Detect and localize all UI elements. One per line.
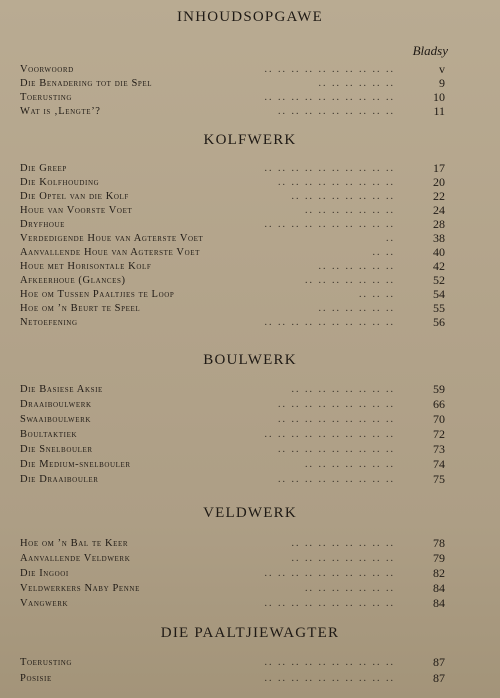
toc-entry-label: Die Snelbouler <box>20 444 93 455</box>
section-title-veldwerk: VELDWERK <box>203 505 297 521</box>
dot-leader: .. .. .. .. .. .. .. .. .. .. <box>264 568 395 579</box>
toc-entry <box>20 551 445 566</box>
toc-entry <box>20 382 445 397</box>
toc-entry-page: 40 <box>433 245 445 259</box>
toc-entry-label: Boultaktiek <box>20 429 78 440</box>
dot-leader: .. .. .. .. .. .. .. .. .. <box>278 474 395 485</box>
toc-entry-page: v <box>439 62 445 76</box>
toc-entry <box>20 596 445 611</box>
toc-entry <box>20 472 445 487</box>
toc-entry <box>20 273 445 288</box>
toc-entry-label: Hoe om Tussen Paaltjies te Loop <box>20 289 175 300</box>
dot-leader: .. .. .. .. .. .. .. .. .. .. <box>264 219 395 230</box>
toc-entry-label: Die Ingooi <box>20 568 69 579</box>
toc-entry-label: Voorwoord <box>20 64 74 75</box>
toc-entry-label: Vangwerk <box>20 598 69 609</box>
dot-leader: .. .. .. .. .. .. .. .. .. <box>278 414 395 425</box>
section-title-boulwerk: BOULWERK <box>203 352 297 368</box>
toc-entry-label: Wat is ‚Lengte’? <box>20 106 101 117</box>
toc-entry-label: Draaiboulwerk <box>20 399 92 410</box>
toc-entry-page: 38 <box>433 231 445 245</box>
toc-entry-page: 11 <box>433 104 445 118</box>
toc-entry <box>20 457 445 472</box>
dot-leader: .. .. .. .. .. .. <box>318 261 395 272</box>
toc-entry-label: Toerusting <box>20 92 73 103</box>
dot-leader: .. .. .. .. .. .. <box>318 303 395 314</box>
toc-entry-page: 82 <box>433 566 445 580</box>
dot-leader: .. .. <box>372 247 395 258</box>
toc-entry <box>20 62 445 77</box>
toc-entry-page: 79 <box>433 551 445 565</box>
dot-leader: .. .. .. .. .. .. .. <box>305 205 395 216</box>
toc-entry-label: Afkeerhoue (Glances) <box>20 275 126 286</box>
dot-leader: .. .. .. .. .. .. .. .. .. .. <box>264 673 395 684</box>
toc-entry-label: Netoefening <box>20 317 78 328</box>
dot-leader: .. .. .. .. .. .. .. .. .. .. <box>264 92 395 103</box>
toc-entry-label: Aanvallende Veldwerk <box>20 553 131 564</box>
toc-entry-page: 20 <box>433 175 445 189</box>
toc-entry-label: Houe van Voorste Voet <box>20 205 133 216</box>
dot-leader: .. .. .. .. .. .. .. <box>305 459 395 470</box>
toc-entry-page: 9 <box>439 76 445 90</box>
toc-entry-label: Aanvallende Houe van Agterste Voet <box>20 247 200 258</box>
dot-leader: .. .. .. .. .. .. .. .. .. <box>278 106 395 117</box>
toc-entry <box>20 581 445 596</box>
toc-entry-page: 87 <box>433 671 445 685</box>
toc-entry-label: Verdedigende Houe van Agterste Voet <box>20 233 204 244</box>
dot-leader: .. .. .. .. .. .. .. .. <box>291 191 395 202</box>
page-column-header: Bladsy <box>412 43 448 58</box>
toc-entry <box>20 161 445 176</box>
toc-entry-page: 52 <box>433 273 445 287</box>
toc-entry-page: 54 <box>433 287 445 301</box>
toc-entry <box>20 231 445 246</box>
toc-entry-label: Houe met Horisontale Kolf <box>20 261 152 272</box>
dot-leader: .. .. .. .. .. .. .. .. .. .. <box>264 429 395 440</box>
toc-entry <box>20 536 445 551</box>
toc-entry-label: Swaaiboulwerk <box>20 414 92 425</box>
toc-entry <box>20 301 445 316</box>
toc-entry-label: Toerusting <box>20 657 73 668</box>
dot-leader: .. .. .. .. .. .. .. .. .. <box>278 399 395 410</box>
toc-entry <box>20 90 445 105</box>
toc-entry-page: 84 <box>433 581 445 595</box>
toc-entry <box>20 217 445 232</box>
dot-leader: .. .. .. .. .. .. <box>318 78 395 89</box>
dot-leader: .. .. .. .. .. .. .. .. <box>291 538 395 549</box>
toc-entry <box>20 203 445 218</box>
dot-leader: .. .. .. .. .. .. .. .. .. .. <box>264 317 395 328</box>
toc-entry <box>20 427 445 442</box>
toc-entry-label: Posisie <box>20 673 52 684</box>
toc-entry-label: Veldwerkers Naby Penne <box>20 583 140 594</box>
toc-entry-page: 10 <box>433 90 445 104</box>
toc-entry-page: 74 <box>433 457 445 471</box>
toc-entry-label: Die Draaibouler <box>20 474 99 485</box>
dot-leader: .. <box>386 233 395 244</box>
toc-entry-label: Die Medium-snelbouler <box>20 459 131 470</box>
toc-entry-page: 72 <box>433 427 445 441</box>
dot-leader: .. .. .. <box>359 289 395 300</box>
toc-entry <box>20 566 445 581</box>
dot-leader: .. .. .. .. .. .. .. .. .. .. <box>264 163 395 174</box>
toc-entry-page: 75 <box>433 472 445 486</box>
toc-entry-page: 87 <box>433 655 445 669</box>
toc-entry-label: Dryfhoue <box>20 219 66 230</box>
dot-leader: .. .. .. .. .. .. .. .. .. <box>278 177 395 188</box>
toc-entry-page: 84 <box>433 596 445 610</box>
toc-entry-page: 42 <box>433 259 445 273</box>
toc-entry-page: 55 <box>433 301 445 315</box>
toc-entry <box>20 189 445 204</box>
toc-entry-label: Die Greep <box>20 163 67 174</box>
toc-entry-page: 24 <box>433 203 445 217</box>
toc-entry-page: 73 <box>433 442 445 456</box>
toc-entry-page: 59 <box>433 382 445 396</box>
toc-entry-label: Hoe om ’n Bal te Keer <box>20 538 129 549</box>
section-title-kolfwerk: KOLFWERK <box>203 132 297 148</box>
toc-entry <box>20 412 445 427</box>
dot-leader: .. .. .. .. .. .. .. <box>305 583 395 594</box>
toc-entry <box>20 76 445 91</box>
toc-entry-page: 22 <box>433 189 445 203</box>
toc-entry-page: 66 <box>433 397 445 411</box>
dot-leader: .. .. .. .. .. .. .. .. .. .. <box>264 64 395 75</box>
toc-entry-label: Die Basiese Aksie <box>20 384 103 395</box>
toc-entry-page: 17 <box>433 161 445 175</box>
toc-entry-page: 78 <box>433 536 445 550</box>
dot-leader: .. .. .. .. .. .. .. <box>305 275 395 286</box>
toc-entry <box>20 259 445 274</box>
toc-entry <box>20 175 445 190</box>
section-title-die-paaltjiewagter: DIE PAALTJIEWAGTER <box>160 625 340 641</box>
toc-entry-label: Die Optel van die Kolf <box>20 191 129 202</box>
dot-leader: .. .. .. .. .. .. .. .. <box>291 553 395 564</box>
toc-entry <box>20 287 445 302</box>
toc-entry-page: 70 <box>433 412 445 426</box>
toc-entry-label: Hoe om ’n Beurt te Speel <box>20 303 141 314</box>
toc-entry-page: 28 <box>433 217 445 231</box>
section-title-inhoudsopgawe: INHOUDSOPGAWE <box>176 9 324 25</box>
toc-entry-page: 56 <box>433 315 445 329</box>
toc-entry <box>20 245 445 260</box>
toc-entry <box>20 104 445 119</box>
dot-leader: .. .. .. .. .. .. .. .. .. .. <box>264 598 395 609</box>
toc-entry <box>20 315 445 330</box>
toc-entry-label: Die Kolfhouding <box>20 177 100 188</box>
dot-leader: .. .. .. .. .. .. .. .. <box>291 384 395 395</box>
toc-entry <box>20 397 445 412</box>
toc-entry <box>20 671 445 686</box>
toc-entry <box>20 442 445 457</box>
toc-entry-label: Die Benadering tot die Spel <box>20 78 153 89</box>
dot-leader: .. .. .. .. .. .. .. .. .. .. <box>264 657 395 668</box>
toc-entry <box>20 655 445 670</box>
dot-leader: .. .. .. .. .. .. .. .. .. <box>278 444 395 455</box>
